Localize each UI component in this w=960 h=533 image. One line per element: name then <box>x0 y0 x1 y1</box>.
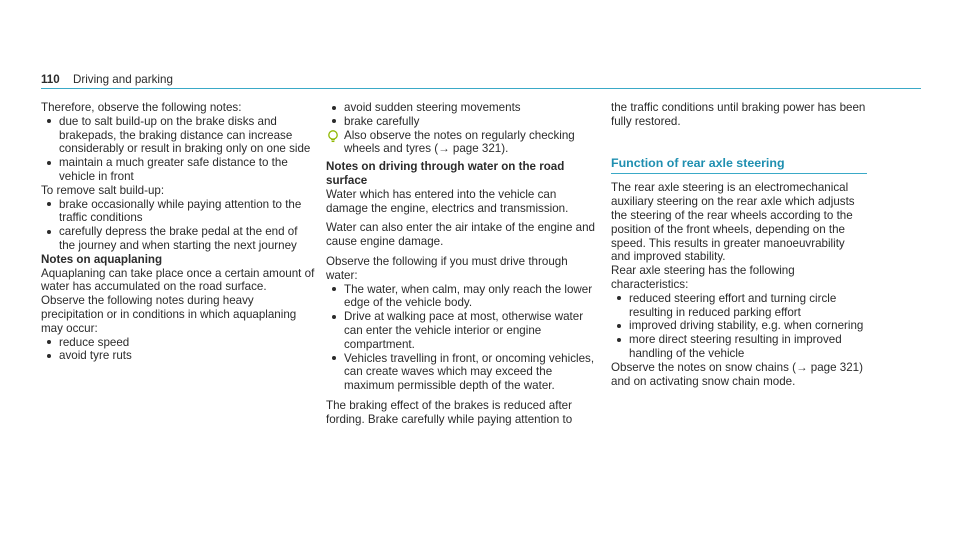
snow-chains-text: Observe the notes on snow chains (→ page 321) and on activating snow chain mode. <box>611 360 863 388</box>
list-item: The water, when calm, may only reach the lower edge of the vehicle body. <box>326 283 600 311</box>
list-item: reduced steering effort and turning circle resulting in reduced parking effort <box>611 292 867 320</box>
water-text-1: Water which has entered into the vehicle can damage the engine, electrics and transmission. <box>326 187 569 215</box>
page-header <box>41 0 921 90</box>
water-list <box>326 283 600 393</box>
list-item: avoid sudden steering movements <box>326 101 600 115</box>
steering-list <box>326 101 600 129</box>
header-rule <box>41 88 921 89</box>
water-text-2: Water can also enter the air intake of the engine and cause engine damage. <box>326 221 595 249</box>
list-item: brake occasionally while paying attention to the traffic conditions <box>41 198 316 226</box>
intro-text: Therefore, observe the following notes: <box>41 101 242 114</box>
intro-list <box>41 115 316 184</box>
aquaplaning-text: Aquaplaning can take place once a certain amount of water has accumulated on the road surface. <box>41 266 315 294</box>
aquaplaning-list <box>41 336 316 364</box>
list-item: improved driving stability, e.g. when cornering <box>611 319 867 333</box>
remove-intro-text: To remove salt build-up: <box>41 183 165 197</box>
list-item: maintain a much greater safe distance to the vehicle in front <box>41 156 316 184</box>
characteristics-list <box>611 292 867 361</box>
water-observe-text: Observe the following if you must drive through water: <box>326 254 568 282</box>
column-right <box>611 101 867 388</box>
rear-axle-description: The rear axle steering is an electromechanical auxiliary steering on the rear axle which adjusts the steering of the rear wheels according to the position of the front wheels, depending on the speed. This results in greater manoeuvrability and improved stability. <box>611 181 855 264</box>
aquaplaning-observe-text: Observe the following notes during heavy precipitation or in conditions in which aquaplaning may occur: <box>41 294 297 335</box>
section-title: Function of rear axle steering <box>611 155 785 170</box>
note-text: Also observe the notes on regularly checking wheels and tyres (→ page 321). <box>344 128 575 156</box>
list-item: more direct steering resulting in improved handling of the vehicle <box>611 333 867 361</box>
aquaplaning-heading: Notes on aquaplaning <box>41 252 163 266</box>
column-middle <box>326 101 600 427</box>
characteristics-intro: Rear axle steering has the following characteristics: <box>611 264 795 291</box>
info-note-icon <box>326 129 340 143</box>
water-heading: Notes on driving through water on the road surface <box>326 160 565 187</box>
list-item: avoid tyre ruts <box>41 349 316 363</box>
column-left <box>41 101 316 363</box>
remove-list <box>41 198 316 253</box>
list-item: brake carefully <box>326 115 600 129</box>
list-item: Drive at walking pace at most, otherwise water can enter the vehicle interior or engine compartment. <box>326 310 600 351</box>
list-item: reduce speed <box>41 336 316 350</box>
page-number: 110 <box>41 73 60 86</box>
list-item: due to salt build-up on the brake disks and brakepads, the braking distance can increase considerably or result in braking only on one side <box>41 115 316 156</box>
header-title: Driving and parking <box>73 73 173 86</box>
section-rule <box>611 173 867 174</box>
braking-text: The braking effect of the brakes is reduced after fording. Brake carefully while paying attention to <box>326 398 573 426</box>
note-block <box>326 129 600 157</box>
continuation-text: the traffic conditions until braking power has been fully restored. <box>611 101 866 128</box>
list-item: Vehicles travelling in front, or oncoming vehicles, can create waves which may exceed the maximum permissible depth of the water. <box>326 352 600 393</box>
list-item: carefully depress the brake pedal at the end of the journey and when starting the next journey <box>41 225 316 253</box>
